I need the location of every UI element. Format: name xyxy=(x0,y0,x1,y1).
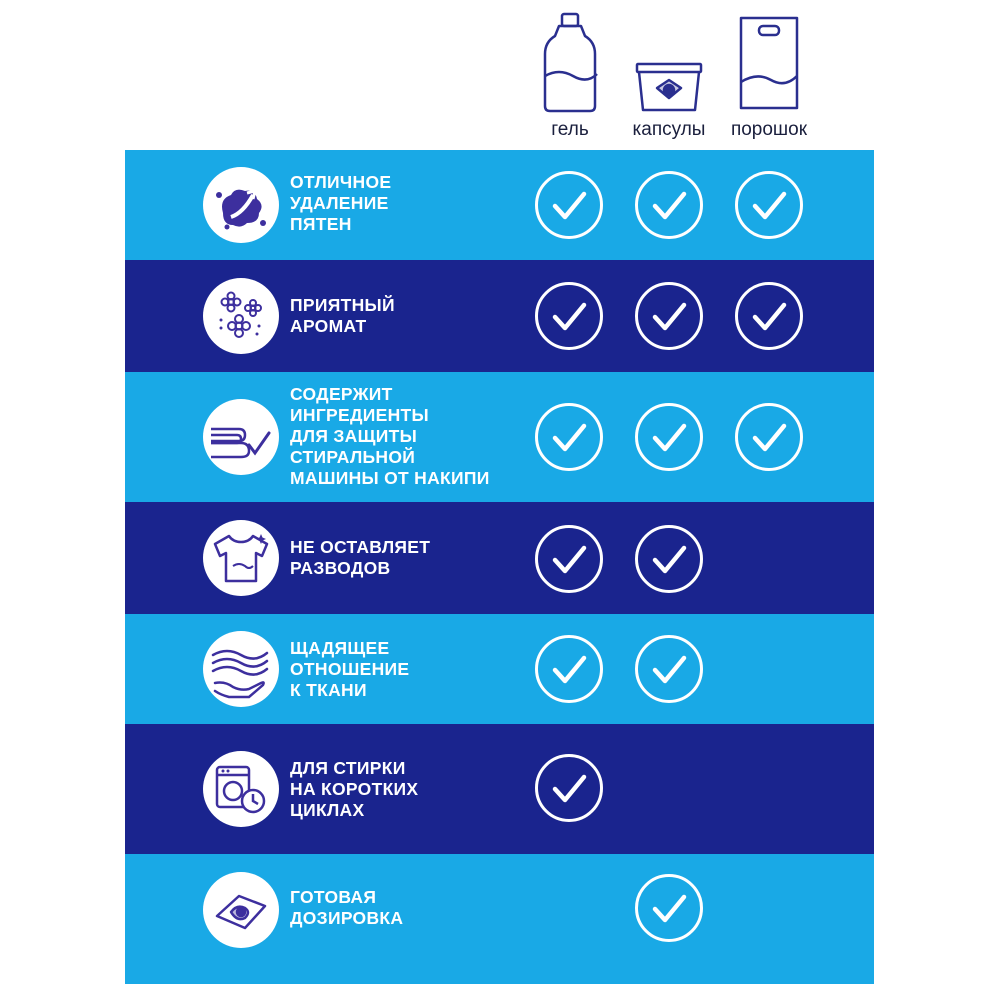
gel-bottle-icon xyxy=(535,10,605,115)
flowers-icon xyxy=(203,278,279,354)
check-icon xyxy=(534,753,604,823)
check-icon xyxy=(534,634,604,704)
table-row-no-streaks xyxy=(125,502,874,614)
check-icon xyxy=(534,281,604,351)
check-icon xyxy=(634,402,704,472)
row-label: ЩАДЯЩЕЕ ОТНОШЕНИЕ К ТКАНИ xyxy=(290,638,410,700)
check-icon xyxy=(634,634,704,704)
check-icon xyxy=(734,281,804,351)
table-row-ready-dosage xyxy=(125,854,874,984)
row-label: ОТЛИЧНОЕ УДАЛЕНИЕ ПЯТЕН xyxy=(290,172,392,234)
check-icon xyxy=(634,281,704,351)
row-label: ПРИЯТНЫЙ АРОМАТ xyxy=(290,295,395,336)
column-label-powder: порошок xyxy=(730,119,808,140)
column-label-gel: гель xyxy=(551,119,589,140)
comparison-table xyxy=(125,150,874,984)
check-icon xyxy=(634,873,704,943)
row-label: СОДЕРЖИТ ИНГРЕДИЕНТЫ ДЛЯ ЗАЩИТЫ СТИРАЛЬНОЙ МАШИНЫ ОТ НАКИПИ xyxy=(290,384,490,488)
check-icon xyxy=(734,170,804,240)
row-label: ГОТОВАЯ ДОЗИРОВКА xyxy=(290,887,404,928)
table-row-machine-protection xyxy=(125,372,874,502)
check-icon xyxy=(734,402,804,472)
capsule-icon xyxy=(203,872,279,948)
table-row-short-cycles xyxy=(125,724,874,854)
row-label: НЕ ОСТАВЛЯЕТ РАЗВОДОВ xyxy=(290,537,431,578)
check-icon xyxy=(634,524,704,594)
table-row-stain-removal xyxy=(125,150,874,260)
washing-machine-timer-icon xyxy=(203,751,279,827)
powder-bag-icon xyxy=(729,10,809,115)
column-label-capsules: капсулы xyxy=(632,119,706,140)
check-icon xyxy=(634,170,704,240)
check-icon xyxy=(534,524,604,594)
row-label: ДЛЯ СТИРКИ НА КОРОТКИХ ЦИКЛАХ xyxy=(290,758,419,820)
tshirt-icon xyxy=(203,520,279,596)
check-icon xyxy=(534,402,604,472)
check-icon xyxy=(534,170,604,240)
pipe-protection-icon xyxy=(203,399,279,475)
capsules-box-icon xyxy=(629,10,709,115)
table-row-aroma xyxy=(125,260,874,372)
table-row-fabric-care xyxy=(125,614,874,724)
fabric-hand-icon xyxy=(203,631,279,707)
stain-removal-icon xyxy=(203,167,279,243)
product-header xyxy=(0,0,1000,150)
column-powder xyxy=(709,10,829,141)
